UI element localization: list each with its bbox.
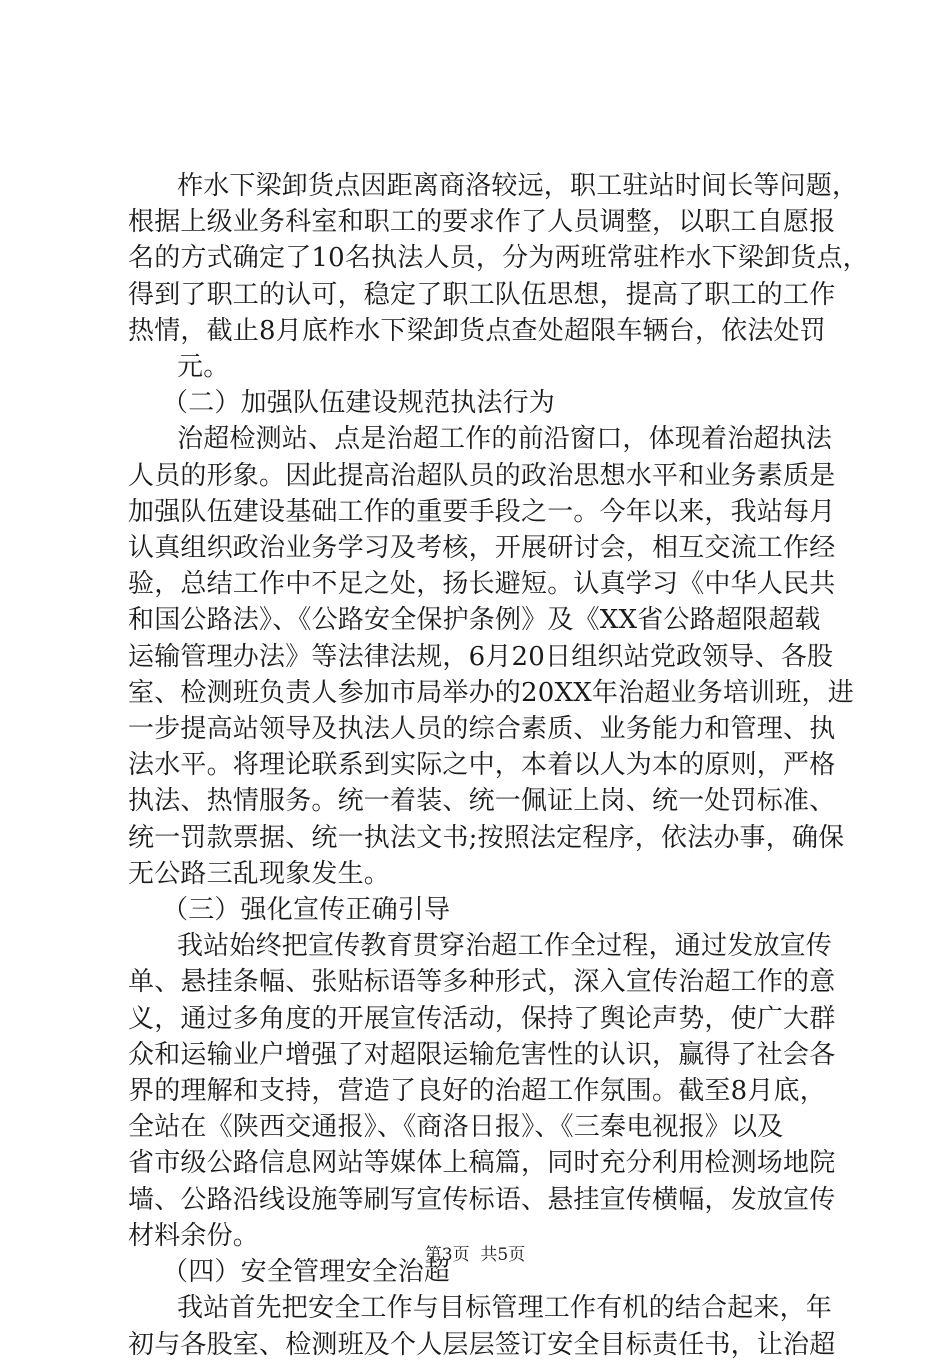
text-line: 运输管理办法》等法律法规，6月20日组织站党政领导、各股 xyxy=(128,641,834,672)
page-number-label: 第3页 共5页 xyxy=(424,1245,526,1265)
text-line: 验，总结工作中不足之处，扬长避短。认真学习《中华人民共 xyxy=(128,569,836,600)
text-line: 单、悬挂条幅、张贴标语等多种形式，深入宣传治超工作的意 xyxy=(128,967,836,998)
text-line: 人员的形象。因此提高治超队员的政治思想水平和业务素质是 xyxy=(128,460,836,491)
heading-text: （四）安全管理安全治超 xyxy=(162,1257,451,1288)
text-line: 热情，截止8月底柞水下梁卸货点查处超限车辆台，依法处罚 xyxy=(128,315,826,346)
paragraph xyxy=(128,1290,840,1362)
heading-text: （三）强化宣传正确引导 xyxy=(162,895,451,926)
text-line: 执法、热情服务。统一着装、统一佩证上岗、统一处罚标准、 xyxy=(128,786,836,817)
text-line: 一步提高站领导及执法人员的综合素质、业务能力和管理、执 xyxy=(128,714,836,745)
text-line: 全站在《陕西交通报》、《商洛日报》、《三秦电视报》以及 xyxy=(128,1112,784,1143)
text-line: 柞水下梁卸货点因距离商洛较远，职工驻站时间长等问题， xyxy=(177,171,859,201)
document-body xyxy=(128,168,869,1363)
text-line: 认真组织政治业务学习及考核，开展研讨会，相互交流工作经 xyxy=(128,533,836,564)
page-footer xyxy=(0,1243,950,1267)
text-line: 无公路三乱现象发生。 xyxy=(128,858,391,889)
text-line: 和国公路法》、《公路安全保护条例》及《XX省公路超限超载 xyxy=(128,605,821,636)
text-line: 材料余份。 xyxy=(128,1220,260,1251)
paragraph xyxy=(128,421,854,892)
section-heading xyxy=(128,385,840,421)
text-line: 省市级公路信息网站等媒体上稿篇，同时充分利用检测场地院 xyxy=(128,1148,836,1179)
text-line: 统一罚款票据、统一执法文书;按照法定程序，依法办事，确保 xyxy=(128,822,845,853)
text-line: 义，通过多角度的开展宣传活动，保持了舆论声势，使广大群 xyxy=(128,1003,836,1034)
text-line: 我站始终把宣传教育贯穿治超工作全过程，通过发放宣传 xyxy=(177,931,833,962)
text-line: 治超检测站、点是治超工作的前沿窗口，体现着治超执法 xyxy=(177,424,833,455)
paragraph xyxy=(128,349,840,385)
text-line: 室、检测班负责人参加市局举办的20XX年治超业务培训班，进 xyxy=(128,677,854,708)
heading-text: （二）加强队伍建设规范执法行为 xyxy=(162,388,556,419)
text-line: 元。 xyxy=(177,352,230,383)
section-heading xyxy=(128,892,840,928)
text-line: 墙、公路沿线设施等刷写宣传标语、悬挂宣传横幅，发放宣传 xyxy=(128,1184,836,1215)
text-line: 加强队伍建设基础工作的重要手段之一。今年以来，我站每月 xyxy=(128,496,836,527)
text-line: 界的理解和支持，营造了良好的治超工作氛围。截至8月底， xyxy=(128,1076,826,1107)
text-line: 众和运输业户增强了对超限运输危害性的认识，赢得了社会各 xyxy=(128,1039,836,1070)
text-line: 名的方式确定了10名执法人员，分为两班常驻柞水下梁卸货点， xyxy=(128,243,869,274)
text-line: 法水平。将理论联系到实际之中，本着以人为本的原则，严格 xyxy=(128,750,836,781)
text-line: 根据上级业务科室和职工的要求作了人员调整，以职工自愿报 xyxy=(128,207,836,238)
text-line: 初与各股室、检测班及个人层层签订安全目标责任书，让治超 xyxy=(128,1329,836,1360)
paragraph xyxy=(128,928,840,1254)
text-line: 我站首先把安全工作与目标管理工作有机的结合起来，年 xyxy=(177,1293,833,1324)
text-line: 得到了职工的认可，稳定了职工队伍思想，提高了职工的工作 xyxy=(128,279,836,310)
paragraph xyxy=(128,168,869,349)
